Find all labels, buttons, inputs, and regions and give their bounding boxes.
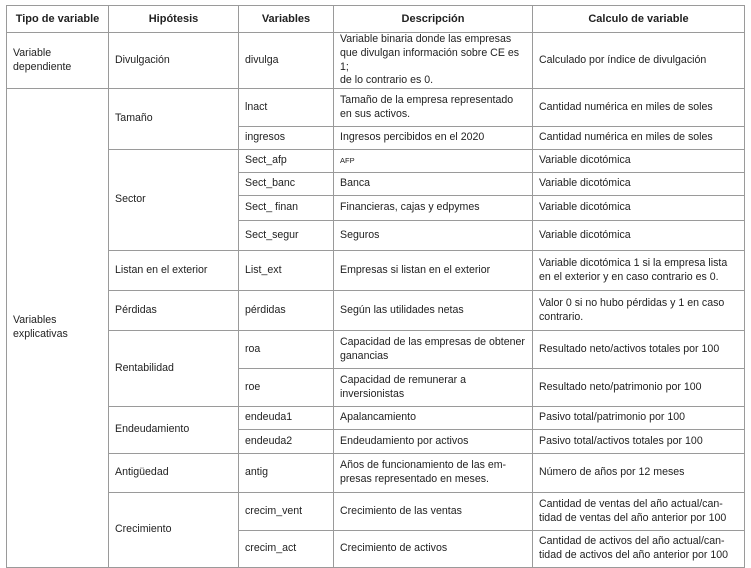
variable-cell: roe	[239, 369, 334, 407]
calculation-cell: Variable dicotómica	[533, 196, 745, 221]
table-row	[7, 89, 745, 127]
description-cell: Apalancamiento	[334, 407, 533, 430]
hypothesis-cell: Tamaño	[109, 89, 239, 150]
header-row	[7, 6, 745, 33]
hypothesis-cell: Rentabilidad	[109, 331, 239, 407]
calculation-cell: Pasivo total/activos totales por 100	[533, 430, 745, 454]
variable-cell: endeuda2	[239, 430, 334, 454]
calculation-cell: Número de años por 12 meses	[533, 454, 745, 493]
hypothesis-cell: Endeudamiento	[109, 407, 239, 454]
variable-cell: Sect_afp	[239, 150, 334, 173]
variable-cell: List_ext	[239, 251, 334, 291]
calculation-cell: Pasivo total/patrimonio por 100	[533, 407, 745, 430]
variable-cell: roa	[239, 331, 334, 369]
hypothesis-cell: Crecimiento	[109, 493, 239, 568]
calculation-cell: Variable dicotómica	[533, 150, 745, 173]
variable-cell: crecim_act	[239, 531, 334, 568]
description-cell: Crecimiento de activos	[334, 531, 533, 568]
calculation-cell: Variable dicotómica	[533, 221, 745, 251]
description-cell: Capacidad de remunerar a inversionistas	[334, 369, 533, 407]
hypothesis-cell: Listan en el exterior	[109, 251, 239, 291]
calculation-cell: Cantidad de activos del año actual/can- tidad de activos del año anterior por 100	[533, 531, 745, 568]
variable-cell: endeuda1	[239, 407, 334, 430]
table-row	[7, 33, 745, 89]
calculation-cell: Resultado neto/patrimonio por 100	[533, 369, 745, 407]
hypothesis-cell: Sector	[109, 150, 239, 251]
variable-cell: Sect_ finan	[239, 196, 334, 221]
description-cell: Seguros	[334, 221, 533, 251]
variable-cell: ingresos	[239, 127, 334, 150]
description-cell: Tamaño de la empresa representado en sus activos.	[334, 89, 533, 127]
description-cell: Endeudamiento por activos	[334, 430, 533, 454]
table-row	[7, 407, 745, 430]
description-cell: Empresas si listan en el exterior	[334, 251, 533, 291]
header-calculo: Calculo de variable	[533, 6, 745, 33]
calculation-cell: Cantidad de ventas del año actual/can- tidad de ventas del año anterior por 100	[533, 493, 745, 531]
calculation-cell: Variable dicotómica	[533, 173, 745, 196]
calculation-cell: Variable dicotómica 1 si la empresa lista en el exterior y en caso contrario es 0.	[533, 251, 745, 291]
variable-cell: Sect_segur	[239, 221, 334, 251]
variable-type-cell: Variable dependiente	[7, 33, 109, 89]
variable-cell: pérdidas	[239, 291, 334, 331]
variable-cell: antig	[239, 454, 334, 493]
description-cell: Según las utilidades netas	[334, 291, 533, 331]
table-row	[7, 454, 745, 493]
header-variables: Variables	[239, 6, 334, 33]
calculation-cell: Valor 0 si no hubo pérdidas y 1 en caso contrario.	[533, 291, 745, 331]
hypothesis-cell: Antigüedad	[109, 454, 239, 493]
variable-type-cell: Variables explicativas	[7, 89, 109, 568]
description-cell: Crecimiento de las ventas	[334, 493, 533, 531]
variable-cell: Sect_banc	[239, 173, 334, 196]
hypothesis-cell: Pérdidas	[109, 291, 239, 331]
description-cell: AFP	[334, 150, 533, 173]
variable-cell: divulga	[239, 33, 334, 89]
table-row	[7, 150, 745, 173]
hypothesis-cell: Divulgación	[109, 33, 239, 89]
table-row	[7, 291, 745, 331]
header-tipo: Tipo de variable	[7, 6, 109, 33]
description-cell: Variable binaria donde las empresas que divulgan información sobre CE es 1; de lo contrario es 0.	[334, 33, 533, 89]
description-cell: Años de funcionamiento de las em- presas representado en meses.	[334, 454, 533, 493]
header-hipotesis: Hipótesis	[109, 6, 239, 33]
description-cell: Banca	[334, 173, 533, 196]
variables-table	[6, 5, 745, 568]
calculation-cell: Cantidad numérica en miles de soles	[533, 89, 745, 127]
header-descripcion: Descripción	[334, 6, 533, 33]
variable-cell: lnact	[239, 89, 334, 127]
description-cell: Financieras, cajas y edpymes	[334, 196, 533, 221]
description-cell: Ingresos percibidos en el 2020	[334, 127, 533, 150]
table-row	[7, 251, 745, 291]
description-cell: Capacidad de las empresas de obtener ganancias	[334, 331, 533, 369]
calculation-cell: Calculado por índice de divulgación	[533, 33, 745, 89]
calculation-cell: Resultado neto/activos totales por 100	[533, 331, 745, 369]
table-row	[7, 331, 745, 369]
table-row	[7, 493, 745, 531]
calculation-cell: Cantidad numérica en miles de soles	[533, 127, 745, 150]
variable-cell: crecim_vent	[239, 493, 334, 531]
